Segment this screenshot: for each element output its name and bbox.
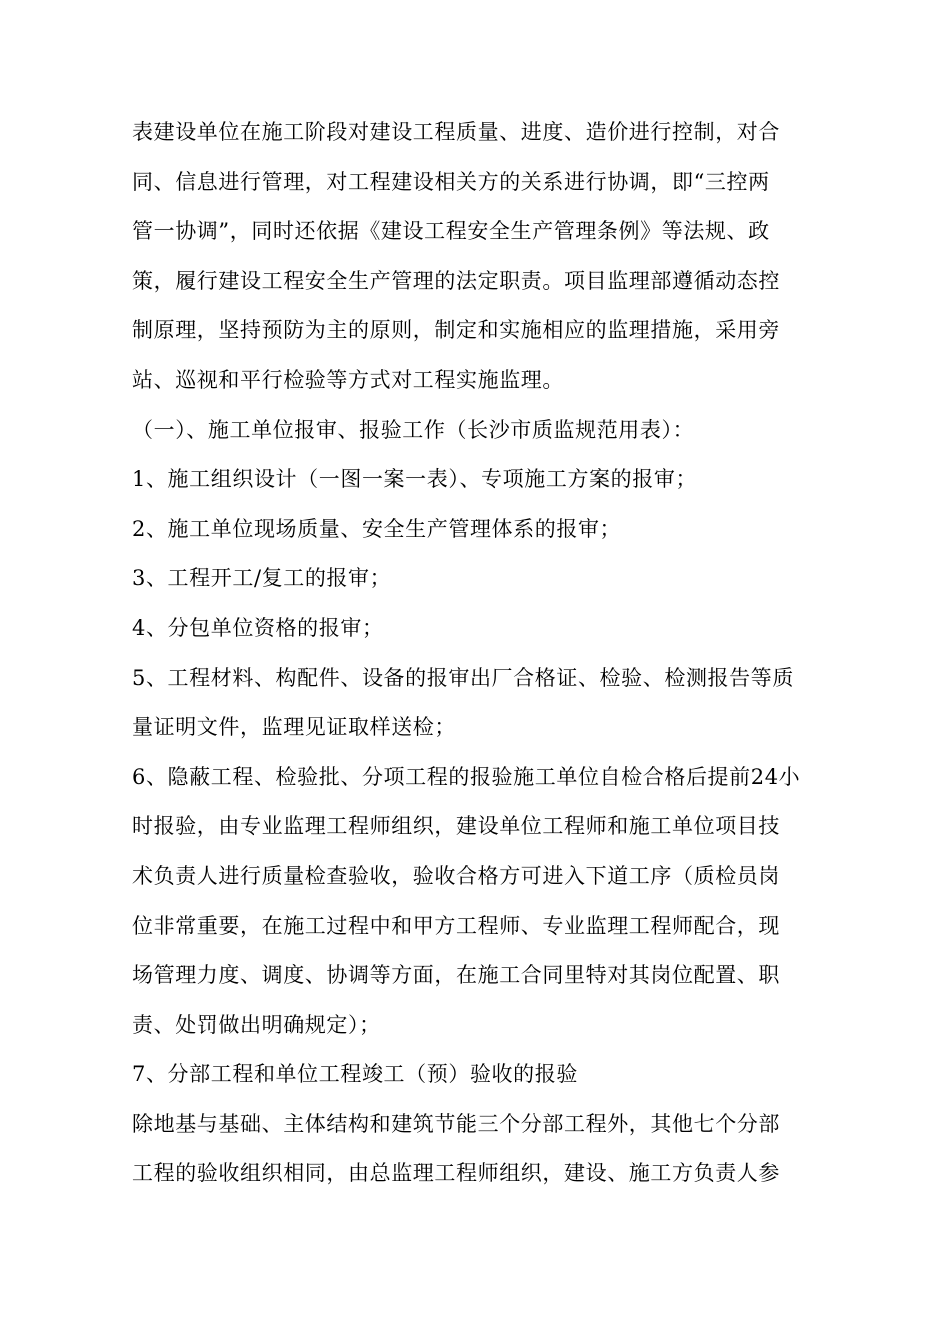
list-item-continuation: 时报验，由专业监理工程师组织，建设单位工程师和施工单位项目技 [132, 814, 780, 839]
paragraph-line: 管一协调”，同时还依据《建设工程安全生产管理条例》等法规、政 [132, 219, 770, 244]
list-item: 4、分包单位资格的报审； [132, 615, 384, 640]
list-item: 2、施工单位现场质量、安全生产管理体系的报审； [132, 516, 622, 541]
list-item: 1、施工组织设计（一图一案一表）、专项施工方案的报审； [132, 467, 698, 492]
list-item: 6、隐蔽工程、检验批、分项工程的报验施工单位自检合格后提前24小 [132, 764, 801, 789]
paragraph-line: 策，履行建设工程安全生产管理的法定职责。项目监理部遵循动态控 [132, 268, 780, 293]
list-item: 3、工程开工/复工的报审； [132, 566, 392, 591]
list-item: 5、工程材料、构配件、设备的报审出厂合格证、检验、检测报告等质 [132, 665, 794, 690]
list-item: 7、分部工程和单位工程竣工（预）验收的报验 [132, 1062, 578, 1087]
list-item-continuation: 术负责人进行质量检查验收，验收合格方可进入下道工序（质检员岗 [132, 863, 780, 888]
paragraph-line: 站、巡视和平行检验等方式对工程实施监理。 [132, 367, 564, 392]
paragraph-line: 除地基与基础、主体结构和建筑节能三个分部工程外，其他七个分部 [132, 1111, 780, 1136]
section-heading: （一）、施工单位报审、报验工作（长沙市质监规范用表）： [132, 417, 695, 442]
list-item-continuation: 量证明文件，监理见证取样送检； [132, 715, 456, 740]
document-body [132, 108, 832, 1199]
list-item-continuation: 场管理力度、调度、协调等方面，在施工合同里特对其岗位配置、职 [132, 963, 780, 988]
paragraph-line: 表建设单位在施工阶段对建设工程质量、进度、造价进行控制，对合 [132, 120, 780, 144]
paragraph-line: 制原理，坚持预防为主的原则，制定和实施相应的监理措施，采用旁 [132, 318, 780, 343]
list-item-continuation: 责、处罚做出明确规定）； [132, 1012, 381, 1037]
paragraph-line: 同、信息进行管理，对工程建设相关方的关系进行协调，即“三控两 [132, 169, 770, 194]
paragraph-line: 工程的验收组织相同，由总监理工程师组织，建设、施工方负责人参 [132, 1161, 780, 1186]
list-item-continuation: 位非常重要，在施工过程中和甲方工程师、专业监理工程师配合，现 [132, 913, 780, 938]
